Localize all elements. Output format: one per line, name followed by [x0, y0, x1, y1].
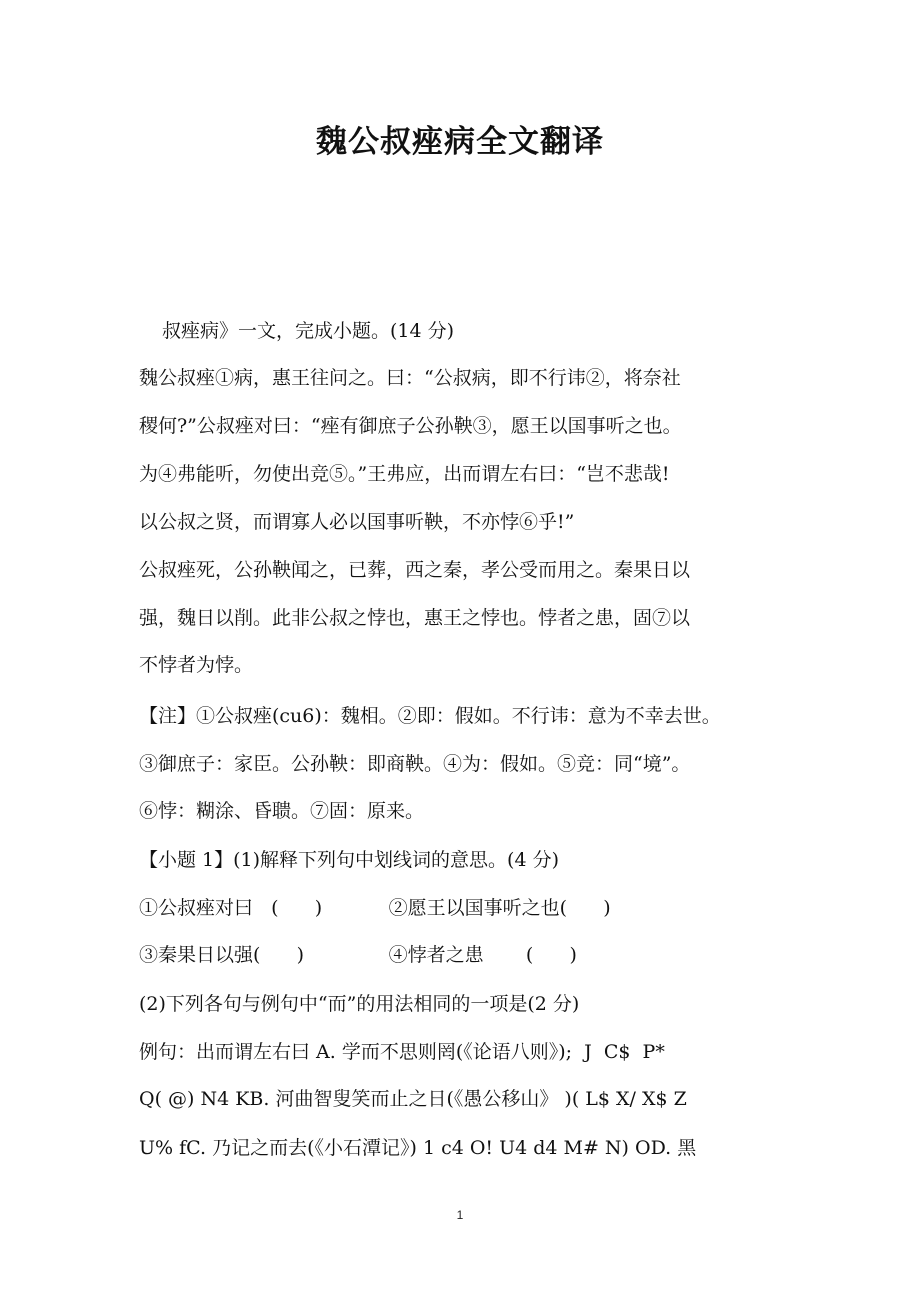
text-line: 以公叔之贤，而谓寡人必以国事听鞅，不亦悖⑥乎!”	[139, 511, 575, 533]
text-line: 公叔痤死，公孙鞅闻之，已葬，西之秦，孝公受而用之。秦果日以	[139, 559, 691, 581]
text-line: 不悖者为悖。	[139, 654, 254, 676]
text-line: 例句：出而谓左右曰 A. 学而不思则罔(《论语八则》); J C$ P*	[139, 1041, 665, 1063]
text-line: ⑥悖：糊涂、昏聩。⑦固：原来。	[139, 800, 425, 822]
text-line: U% fC. 乃记之而去(《小石潭记》) 1 c4 O! U4 d4 M# N) OD. 黑	[139, 1137, 697, 1159]
text-line: 【注】①公叔痤(cu6)：魏相。②即：假如。不行讳：意为不幸去世。	[139, 705, 721, 727]
text-line: ③秦果日以强( ) ④悖者之患 ( )	[139, 944, 577, 966]
text-line: ③御庶子：家臣。公孙鞅：即商鞅。④为：假如。⑤竞：同“境”。	[139, 753, 691, 775]
text-line: 为④弗能听，勿使出竞⑤。”王弗应，出而谓左右曰：“岂不悲哉!	[139, 463, 670, 485]
text-line: 稷何?”公叔痤对曰：“痤有御庶子公孙鞅③，愿王以国事听之也。	[139, 415, 682, 437]
text-line: 强，魏日以削。此非公叔之悖也，惠王之悖也。悖者之患，固⑦以	[139, 607, 691, 629]
text-line: ①公叔痤对曰 ( ) ②愿王以国事听之也( )	[139, 897, 611, 919]
text-line: (2)下列各句与例句中“而”的用法相同的一项是(2 分)	[139, 993, 580, 1015]
page-number: 1	[456, 1208, 464, 1222]
document-title: 魏公叔痤病全文翻译	[316, 124, 604, 160]
text-line: 叔痤病》一文，完成小题。(14 分)	[162, 320, 455, 342]
text-line: Q( @) N4 KB. 河曲智叟笑而止之日(《愚公移山》 )( L$ X/ X$ Z	[139, 1088, 687, 1110]
text-line: 【小题 1】(1)解释下列句中划线词的意思。(4 分)	[139, 849, 559, 871]
text-line: 魏公叔痤①病，惠王往问之。曰：“公叔病，即不行讳②，将奈社	[139, 367, 681, 389]
